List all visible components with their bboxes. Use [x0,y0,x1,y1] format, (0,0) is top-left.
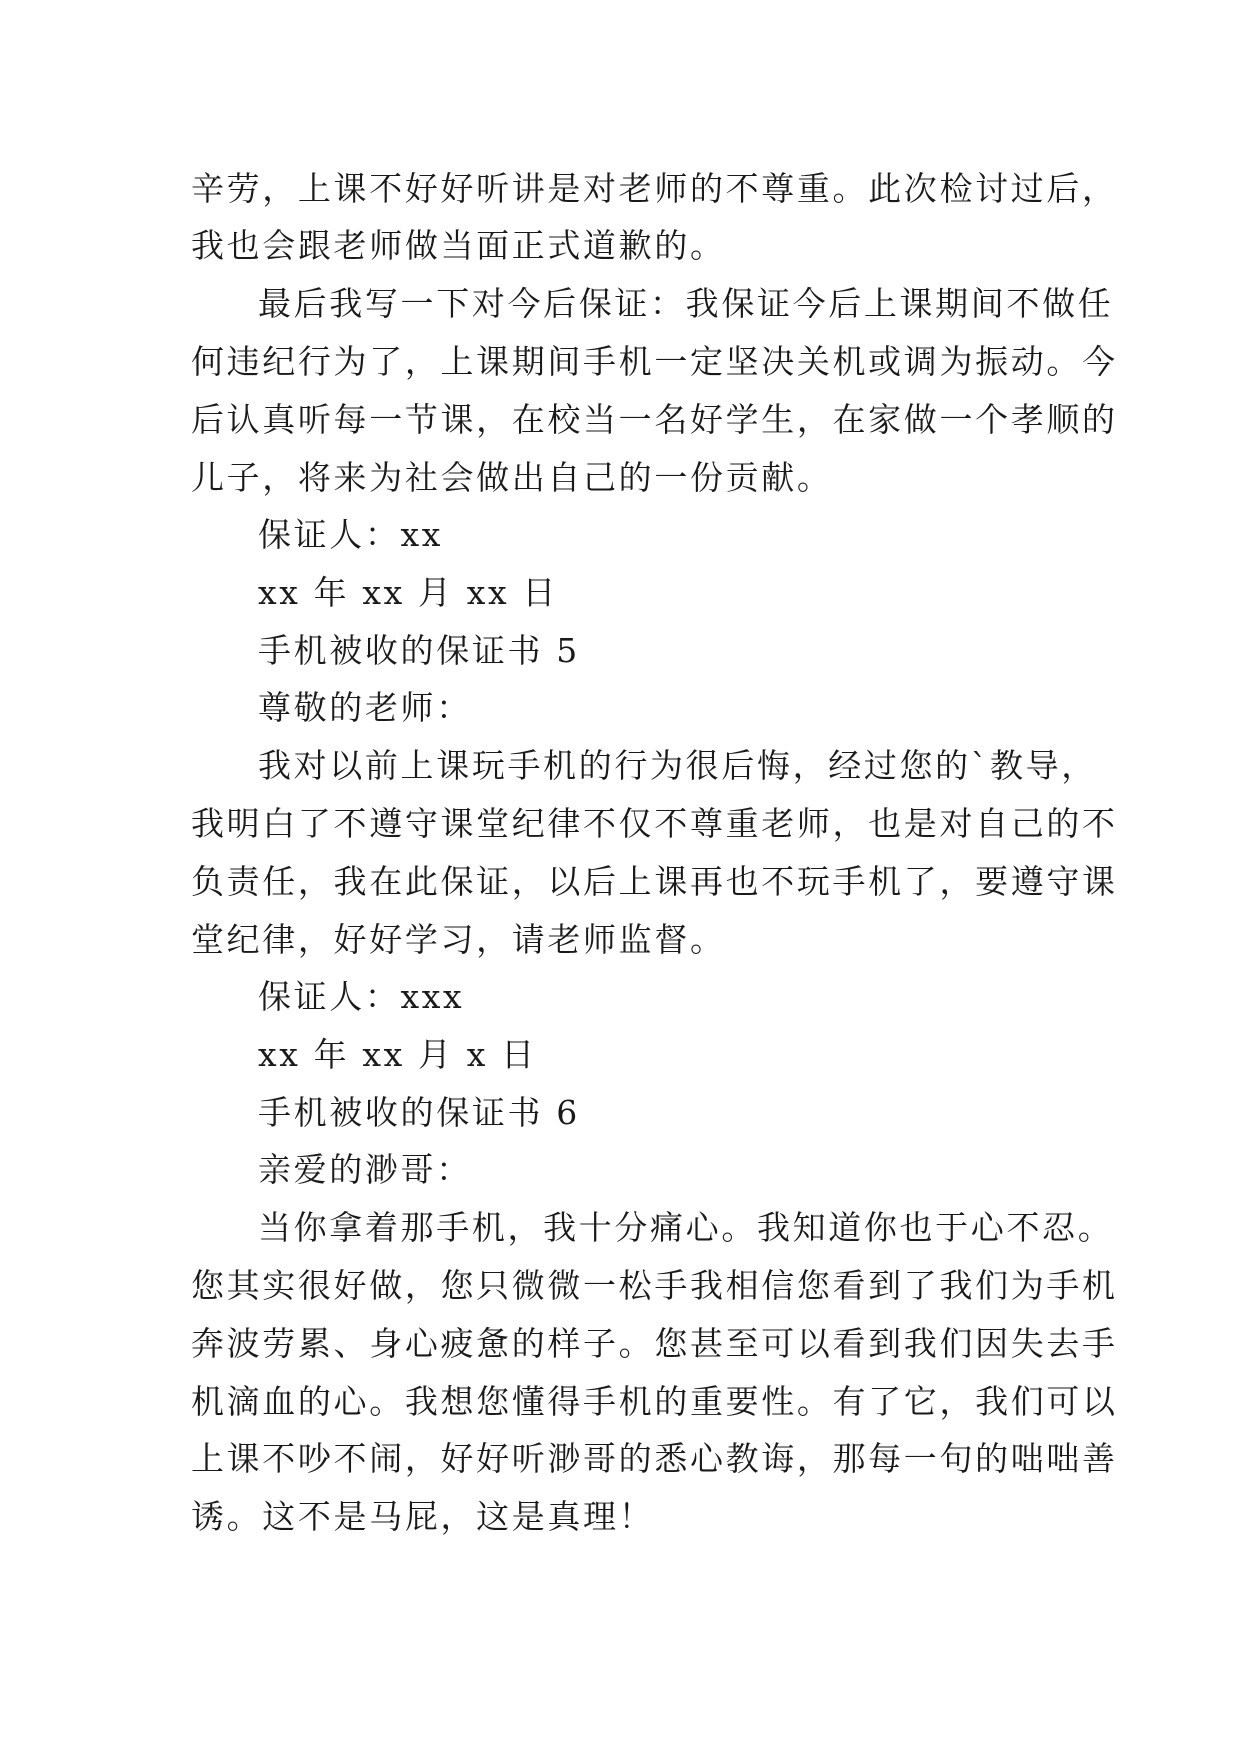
section-title: 手机被收的保证书 6 [258,1093,580,1132]
date-line: xx 年 xx 月 xx 日 [258,573,559,612]
paragraph-line: 负责任，我在此保证，以后上课再也不玩手机了，要遵守课 [191,862,1118,901]
paragraph-line: 我也会跟老师做当面正式道歉的。 [191,226,726,265]
paragraph-line: 后认真听每一节课，在校当一名好学生，在家做一个孝顺的 [191,400,1118,439]
signature-line: 保证人：xx [258,515,444,554]
paragraph-line: 诱。这不是马屁，这是真理！ [191,1497,655,1536]
paragraph-line: 我明白了不遵守课堂纪律不仅不尊重老师，也是对自己的不 [191,804,1118,843]
paragraph-line: 上课不吵不闹，好好听渺哥的悉心教诲，那每一句的咄咄善 [191,1439,1118,1478]
paragraph-line: 堂纪律，好好学习，请老师监督。 [191,920,726,959]
paragraph-line: 儿子，将来为社会做出自己的一份贡献。 [191,458,833,497]
date-line: xx 年 xx 月 x 日 [258,1035,537,1074]
salutation: 亲爱的渺哥： [258,1150,472,1189]
paragraph-line: 您其实很好做，您只微微一松手我相信您看到了我们为手机 [191,1266,1118,1305]
paragraph-line: 何违纪行为了，上课期间手机一定坚决关机或调为振动。今 [191,342,1118,381]
section-title: 手机被收的保证书 5 [258,631,580,670]
paragraph-line: 辛劳，上课不好好听讲是对老师的不尊重。此次检讨过后， [191,169,1118,208]
salutation: 尊敬的老师： [258,688,472,727]
paragraph-line: 我对以前上课玩手机的行为很后悔，经过您的`教导， [258,746,1097,785]
paragraph-line: 最后我写一下对今后保证：我保证今后上课期间不做任 [258,284,1114,323]
paragraph-line: 机滴血的心。我想您懂得手机的重要性。有了它，我们可以 [191,1382,1118,1421]
signature-line: 保证人：xxx [258,977,465,1016]
paragraph-line: 奔波劳累、身心疲惫的样子。您甚至可以看到我们因失去手 [191,1324,1118,1363]
paragraph-line: 当你拿着那手机，我十分痛心。我知道你也于心不忍。 [258,1208,1114,1247]
